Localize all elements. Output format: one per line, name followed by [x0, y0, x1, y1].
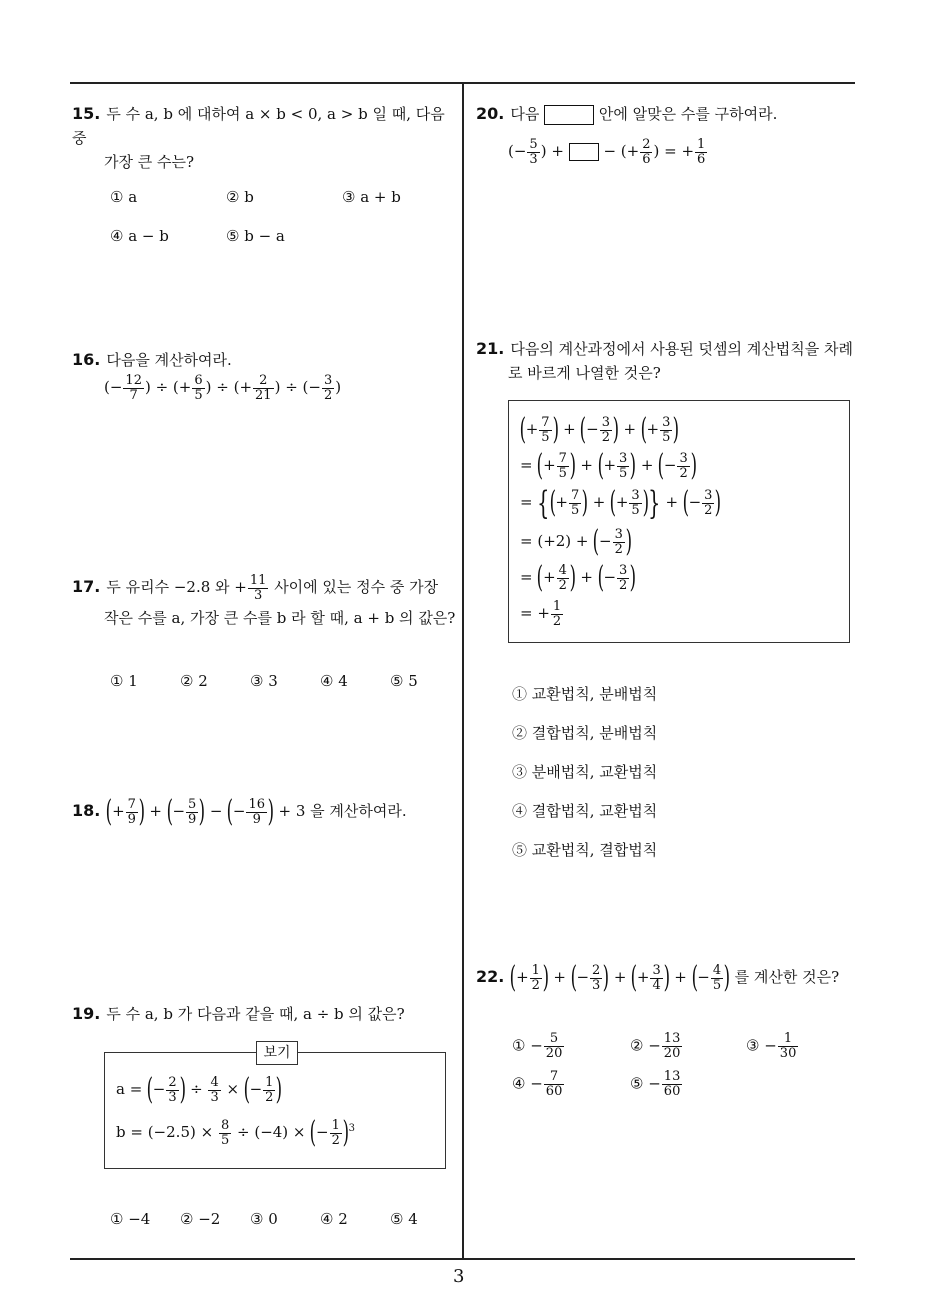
fraction-numerator: 1 — [783, 1031, 793, 1046]
question-text: 사이에 있는 정수 중 가장 — [274, 578, 439, 596]
question-16 — [72, 348, 457, 372]
fraction-numerator: 11 — [249, 572, 267, 588]
q20-expression: (− $\frac{5}{3}$ ) + − (+ $\frac{2}{6}$ ) = + $\frac{1}{6}$ — [508, 136, 706, 167]
question-17 — [72, 572, 462, 633]
question-15 — [72, 102, 457, 174]
question-text: 가장 큰 수는? — [104, 153, 195, 171]
question-19 — [72, 1002, 457, 1026]
question-text: + 3 을 계산하여라. — [278, 802, 407, 820]
question-22: 22. (+ $\frac{1}{2}$ ) + (− $\frac{2}{3}$ ) + (+ $\frac{3}{4}$ ) + (− $\frac{4}{5}$ ) 를 계산한 것은? — [476, 960, 840, 995]
option-5[interactable]: ⑤ 4 — [390, 1210, 418, 1228]
option-5[interactable]: ⑤ − $\frac{13}{60}$ — [630, 1069, 681, 1099]
option-1[interactable]: ① −4 — [110, 1210, 151, 1228]
calc-line-4: = (+2) + (− $\frac{3}{2}$ ) — [520, 524, 632, 559]
question-number: 22. — [476, 967, 505, 986]
option-1[interactable]: ① a — [110, 188, 138, 206]
fraction-numerator: 13 — [663, 1031, 681, 1046]
question-text: 두 수 a, b 가 다음과 같을 때, a ÷ b 의 값은? — [106, 1005, 405, 1023]
option-4[interactable]: ④ − $\frac{7}{60}$ — [512, 1069, 563, 1099]
question-text: 다음의 계산과정에서 사용된 덧셈의 계산법칙을 차례 — [510, 340, 853, 358]
option-2[interactable]: ② −2 — [180, 1210, 221, 1228]
question-18: 18. (+ $\frac{7}{9}$ ) + (− $\frac{5}{9}$ ) − (− $\frac{16}{9}$ ) + 3 을 계산하여라. — [72, 794, 407, 829]
column-divider — [462, 82, 464, 1258]
option-1[interactable]: ① 교환법칙, 분배법칙 — [512, 685, 658, 703]
fraction-numerator: 7 — [549, 1069, 559, 1084]
question-number: 21. — [476, 339, 505, 358]
option-4[interactable]: ④ a − b — [110, 227, 169, 245]
fraction-denominator: 20 — [663, 1046, 681, 1061]
option-2[interactable]: ② 결합법칙, 분배법칙 — [512, 724, 658, 742]
calc-line-1: (+ $\frac{7}{5}$ ) + (− $\frac{3}{2}$ ) + (+ $\frac{3}{5}$ ) — [519, 412, 680, 447]
option-1[interactable]: ① 1 — [110, 672, 138, 690]
fraction-denominator: 60 — [663, 1084, 681, 1099]
option-2[interactable]: ② 2 — [180, 672, 208, 690]
option-5[interactable]: ⑤ b − a — [226, 227, 285, 245]
question-text: 두 유리수 −2.8 와 + — [106, 578, 247, 596]
fraction-numerator: 5 — [549, 1031, 559, 1046]
fraction-denominator: 3 — [248, 588, 269, 603]
question-text: 다음을 계산하여라. — [106, 351, 232, 369]
question-21 — [476, 337, 861, 385]
box-label: 보기 — [256, 1041, 298, 1065]
question-text: 를 계산한 것은? — [734, 968, 840, 986]
option-1[interactable]: ① − $\frac{5}{20}$ — [512, 1031, 563, 1061]
q19-expression-a: a = (− $\frac{2}{3}$ ) ÷ $\frac{4}{3}$ × (− $\frac{1}{2}$ ) — [116, 1072, 283, 1107]
question-text: 작은 수를 a, 가장 큰 수를 b 라 할 때, a + b 의 값은? — [104, 608, 456, 627]
question-text: 로 바르게 나열한 것은? — [508, 364, 661, 382]
q19-expression-b: b = (−2.5) × $\frac{8}{5}$ ÷ (−4) × (− $\frac{1}{2}$ )$^3$ — [116, 1115, 355, 1150]
option-4[interactable]: ④ 4 — [320, 672, 348, 690]
fraction-denominator: 20 — [545, 1046, 563, 1061]
option-3[interactable]: ③ 3 — [250, 672, 278, 690]
option-mark: ③ — [746, 1036, 760, 1055]
option-mark: ⑤ — [630, 1074, 644, 1093]
calc-line-5: = (+ $\frac{4}{2}$ ) + (− $\frac{3}{2}$ ) — [520, 560, 637, 595]
option-4[interactable]: ④ 결합법칙, 교환법칙 — [512, 802, 658, 820]
option-2[interactable]: ② − $\frac{13}{20}$ — [630, 1031, 681, 1061]
question-number: 17. — [72, 577, 101, 596]
q16-expression: (− $\frac{12}{7}$ ) ÷ (+ $\frac{6}{5}$ ) ÷ (+ $\frac{2}{21}$ ) ÷ (− $\frac{3}{2}$ ) — [104, 372, 342, 403]
option-3[interactable]: ③ 0 — [250, 1210, 278, 1228]
question-text: 두 수 a, b 에 대하여 a × b < 0, a > b 일 때, 다음 중 — [72, 105, 445, 147]
calc-line-2: = (+ $\frac{7}{5}$ ) + (+ $\frac{3}{5}$ ) + (− $\frac{3}{2}$ ) — [520, 448, 697, 483]
option-5[interactable]: ⑤ 5 — [390, 672, 418, 690]
question-text: 안에 알맞은 수를 구하여라. — [598, 105, 778, 123]
calc-line-6: = + $\frac{1}{2}$ — [520, 598, 562, 629]
option-mark: ① — [512, 1036, 526, 1055]
question-number: 15. — [72, 104, 101, 123]
option-3[interactable]: ③ − $\frac{1}{30}$ — [746, 1031, 797, 1061]
fraction-denominator: 30 — [779, 1046, 797, 1061]
page-number: 3 — [453, 1266, 465, 1287]
answer-blank[interactable] — [544, 105, 594, 125]
question-number: 19. — [72, 1004, 101, 1023]
option-4[interactable]: ④ 2 — [320, 1210, 348, 1228]
option-3[interactable]: ③ 분배법칙, 교환법칙 — [512, 763, 658, 781]
question-number: 18. — [72, 801, 101, 820]
example-box — [104, 1052, 446, 1169]
fraction-denominator: 60 — [545, 1084, 563, 1099]
option-5[interactable]: ⑤ 교환법칙, 결합법칙 — [512, 841, 658, 859]
fraction-numerator: 13 — [663, 1069, 681, 1084]
question-number: 16. — [72, 350, 101, 369]
option-3[interactable]: ③ a + b — [342, 188, 401, 206]
bottom-rule — [70, 1258, 855, 1260]
option-2[interactable]: ② b — [226, 188, 254, 206]
answer-blank[interactable] — [569, 143, 599, 161]
option-mark: ② — [630, 1036, 644, 1055]
question-text: 다음 — [510, 105, 540, 123]
question-number: 20. — [476, 104, 505, 123]
calc-line-3: = {(+ $\frac{7}{5}$ ) + (+ $\frac{3}{5}$ )} + (− $\frac{3}{2}$ ) — [520, 484, 722, 522]
question-20 — [476, 102, 856, 126]
option-mark: ④ — [512, 1074, 526, 1093]
